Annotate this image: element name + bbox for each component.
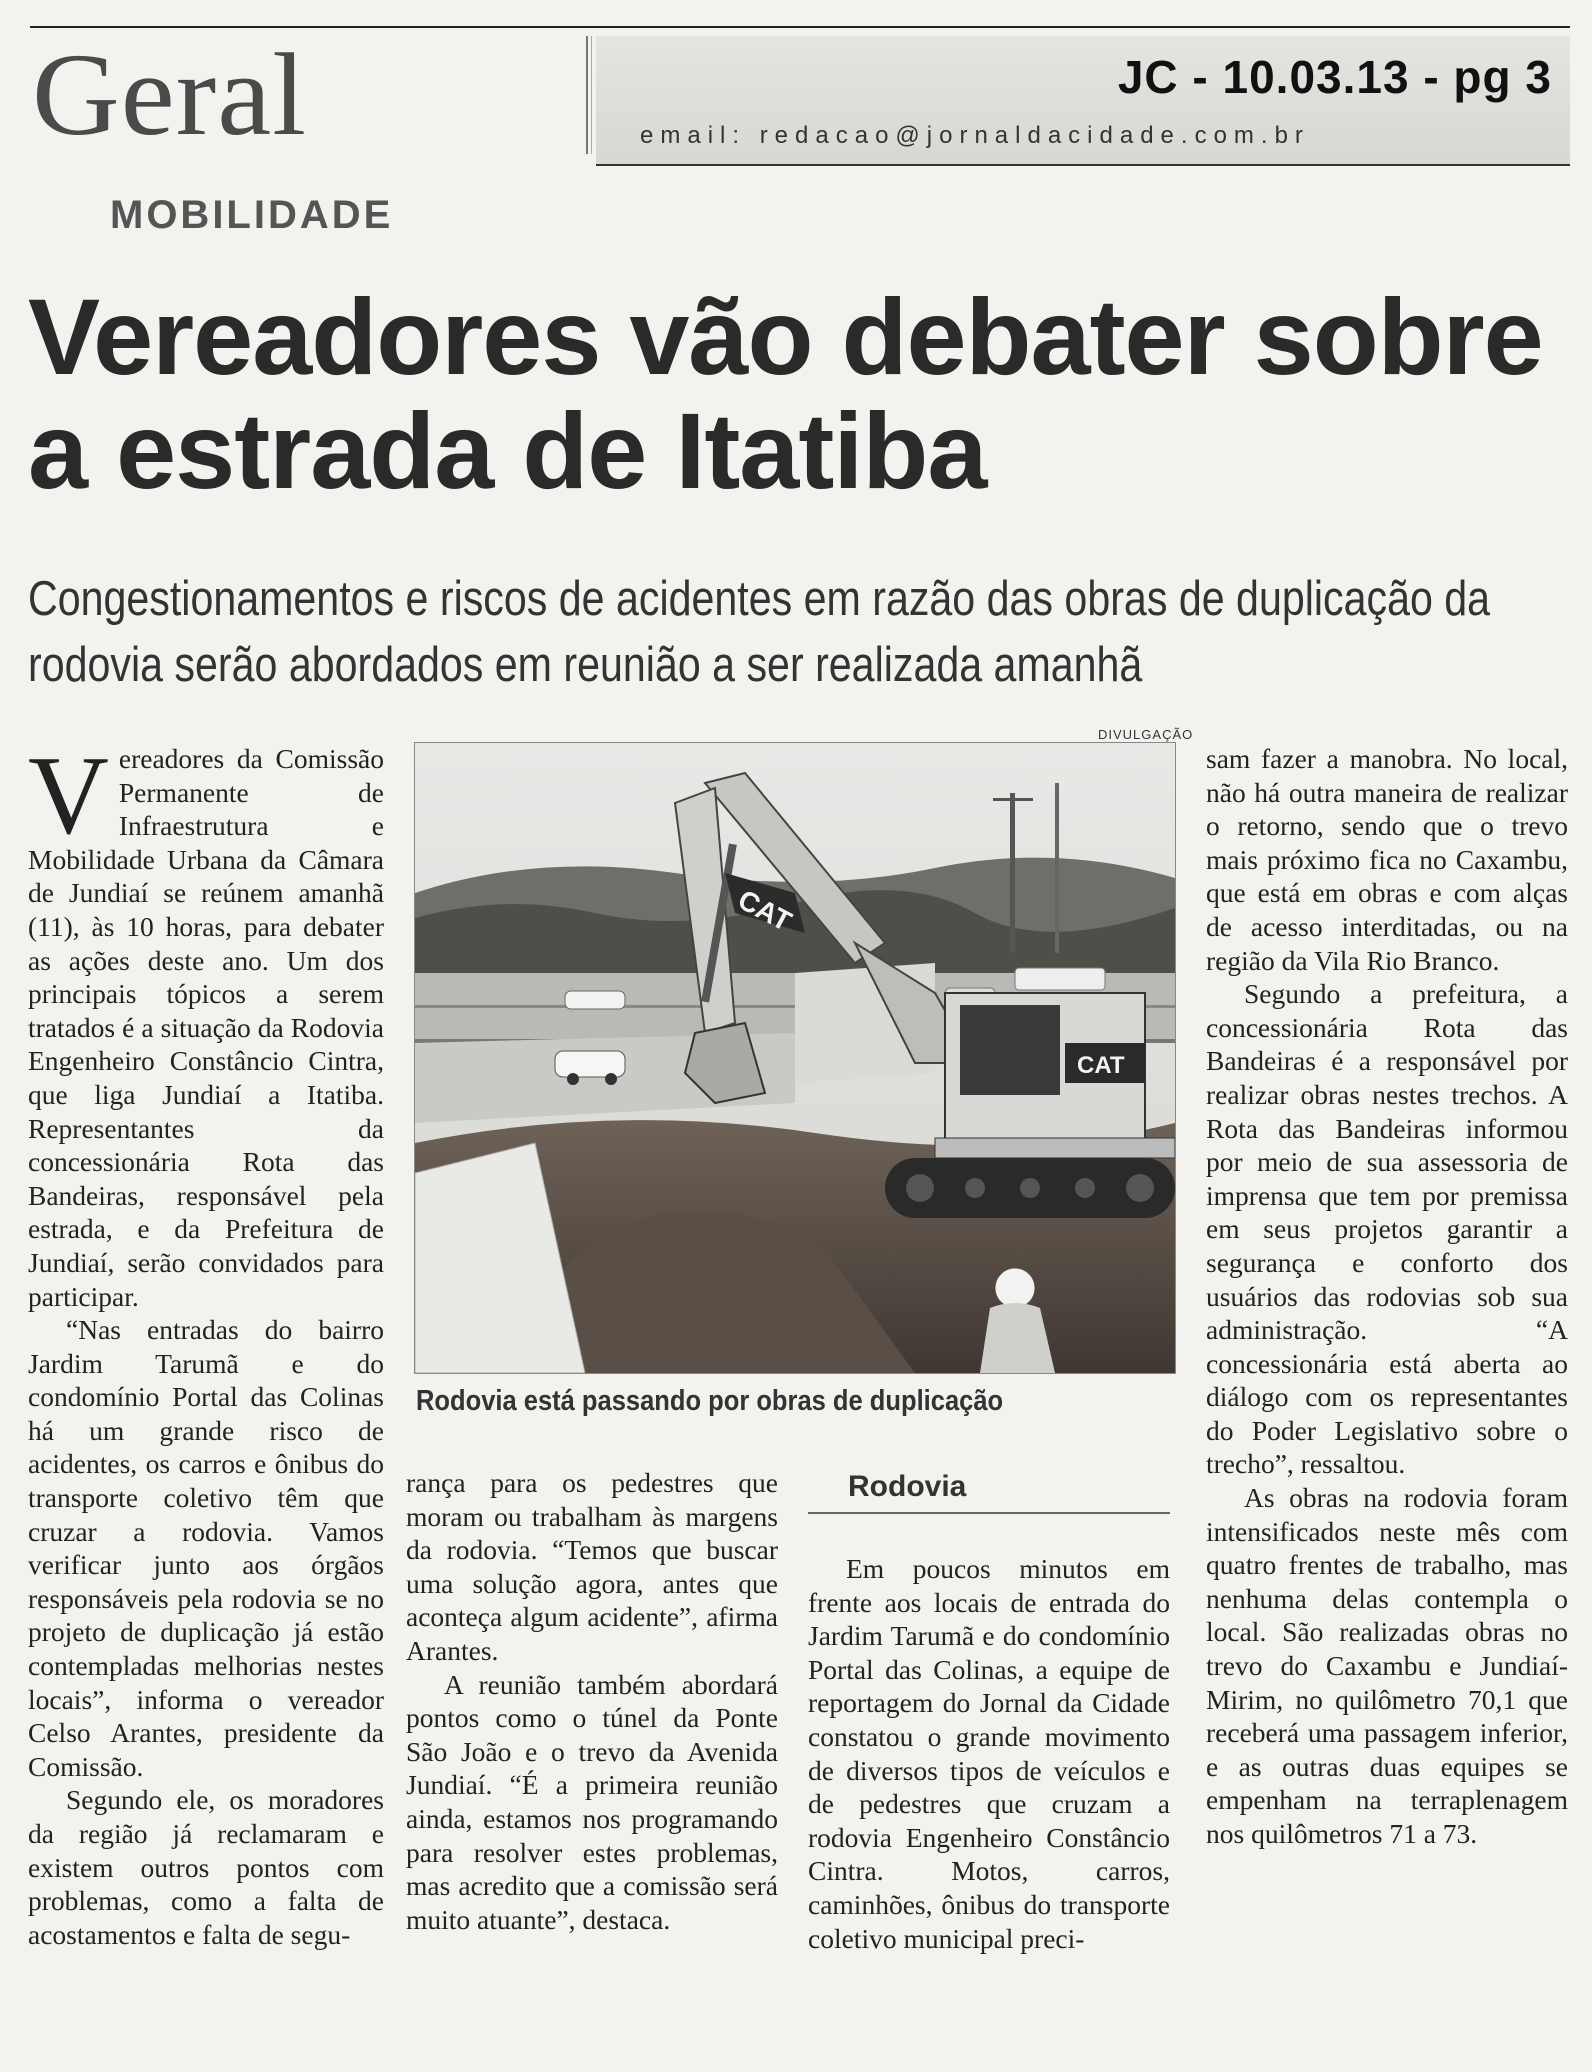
body-column-3 bbox=[808, 1552, 1170, 2047]
email-line: email: redacao@jornaldacidade.com.br bbox=[640, 122, 1310, 149]
excavator-photo bbox=[414, 742, 1176, 1374]
paragraph: sam fazer a manobra. No local, não há outra maneira de realizar o retorno, sendo que o trevo mais próximo fica no Caxambu, que está em obras e com alças de acesso interditadas, ou na região da Vila Rio Branco. bbox=[1206, 743, 1568, 976]
photo-caption: Rodovia está passando por obras de duplicação bbox=[416, 1385, 1004, 1417]
headline: Vereadores vão debater sobre a estrada de Itatiba bbox=[28, 276, 1543, 511]
kicker: MOBILIDADE bbox=[110, 193, 394, 237]
photo-illustration bbox=[415, 743, 1175, 1373]
paragraph: Em poucos minutos em frente aos locais de entrada do Jardim Tarumã e do condomínio Portal das Colinas, a equipe de reportagem do Jornal da Cidade constatou o grande movimento de diversos tipos de veículos e de pedestres que cruzam a rodovia Engenheiro Constâncio Cintra. Motos, carros, caminhões, ônibus do transporte coletivo municipal preci- bbox=[808, 1553, 1170, 1954]
boom-brand-label: CAT bbox=[733, 883, 797, 938]
drop-cap: V bbox=[28, 734, 109, 858]
masthead bbox=[30, 26, 1570, 168]
body-column-1 bbox=[28, 734, 384, 2042]
paragraph-text: ereadores da Comissão Permanente de Infraestrutura e Mobilidade Urbana da Câmara de Jundiaí se reúnem amanhã (11), às 10 horas, para debater as ações deste ano. Um dos principais tópicos a serem tratados é a situação da Rodovia Engenheiro Constâncio Cintra, que liga Jundiaí a Itatiba. Representantes da concessionária Rota das Bandeiras, responsável pela estrada, e da Prefeitura de Jundiaí, serão convidados para participar. bbox=[28, 743, 384, 1312]
body-column-4 bbox=[1206, 742, 1568, 2047]
body-column-2 bbox=[406, 1466, 778, 2046]
paragraph: rança para os pedestres que moram ou trabalham às margens da rodovia. “Temos que buscar uma solução agora, antes que aconteça algum acidente”, afirma Arantes. bbox=[406, 1467, 778, 1666]
subsection-title: Rodovia bbox=[808, 1470, 1170, 1514]
paragraph bbox=[28, 734, 384, 1313]
photo-credit: DIVULGAÇÃO bbox=[1098, 727, 1194, 742]
subhead: Congestionamentos e riscos de acidentes em razão das obras de duplicação da rodovia serão abordados em reunião a ser realizada amanhã bbox=[28, 572, 1491, 692]
paragraph: “Nas entradas do bairro Jardim Tarumã e do condomínio Portal das Colinas há um grande risco de acidentes, os carros e ônibus do transporte coletivo têm que cruzar a rodovia. Vamos verificar junto aos órgãos responsáveis pela rodovia se no projeto de duplicação já estão contempladas melhorias nestes locais”, informa o vereador Celso Arantes, presidente da Comissão. bbox=[28, 1314, 384, 1782]
paragraph: Segundo a prefeitura, a concessionária Rota das Bandeiras é a responsável por realizar obras nestes trechos. A Rota das Bandeiras informou por meio de sua assessoria de imprensa que tem por premissa em seus projetos garantir a segurança e conforto dos usuários das rodovias sob sua administração. “A concessionária está aberta ao diálogo com os representantes do Poder Legislativo sobre o trecho”, ressaltou. bbox=[1206, 978, 1568, 1480]
header-divider bbox=[586, 36, 592, 154]
paragraph: A reunião também abordará pontos como o túnel da Ponte São João e o trevo da Avenida Jundiaí. “É a primeira reunião ainda, estamos nos programando para resolver estes problemas, mas acredito que a comissão será muito atuante”, destaca. bbox=[406, 1668, 778, 1935]
edition-stamp: JC - 10.03.13 - pg 3 bbox=[1117, 51, 1552, 103]
cab-brand-label: CAT bbox=[1077, 1052, 1125, 1079]
paragraph: As obras na rodovia foram intensificados neste mês com quatro frentes de trabalho, mas nenhuma delas contempla o local. São realizadas obras no trevo do Caxambu e Jundiaí-Mirim, no quilômetro 70,1 que receberá uma passagem inferior, e as outras duas equipes se empenham na terraplenagem nos quilômetros 71 a 73. bbox=[1206, 1482, 1568, 1849]
header-band bbox=[596, 36, 1570, 166]
paragraph: Segundo ele, os moradores da região já reclamaram e existem outros pontos com problemas, como a falta de acostamentos e falta de segu- bbox=[28, 1784, 384, 1950]
section-logo: Geral bbox=[32, 29, 308, 160]
